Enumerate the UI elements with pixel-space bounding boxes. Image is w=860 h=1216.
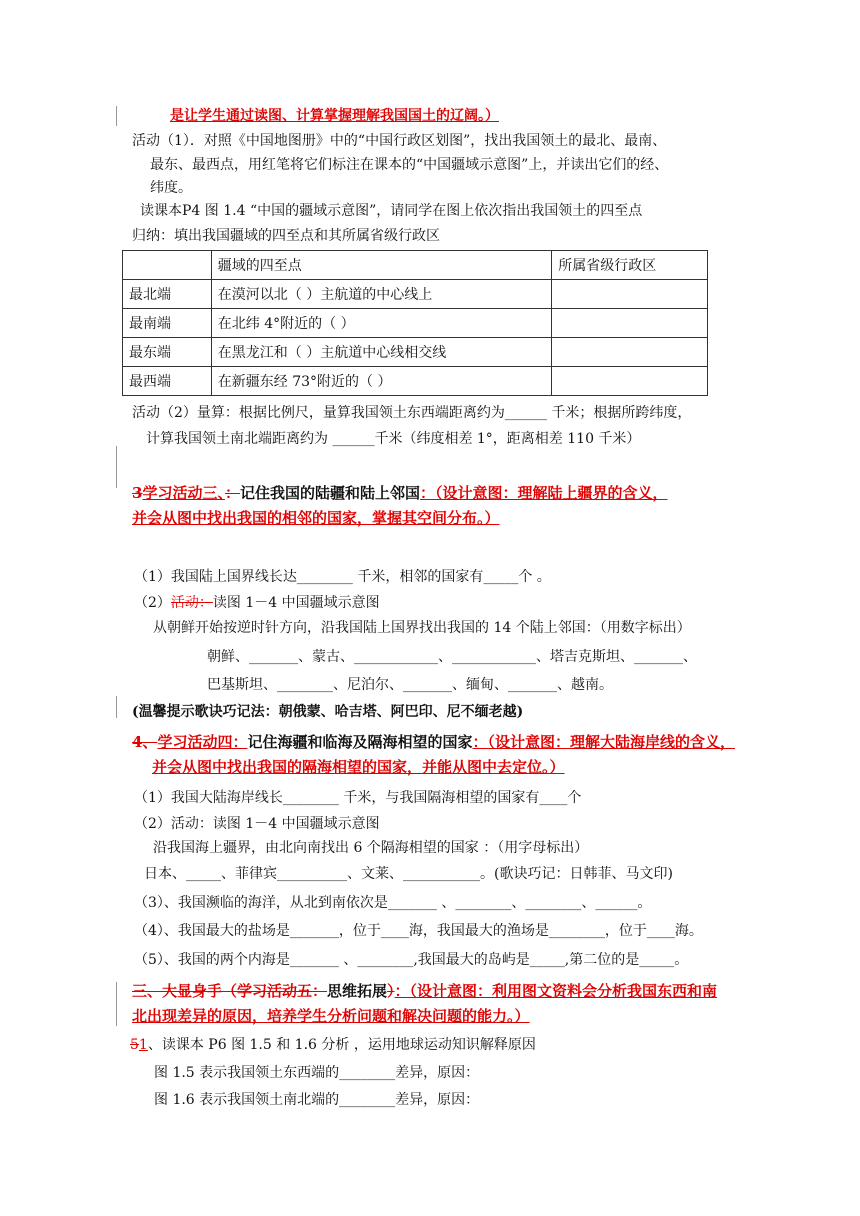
section3-design-line2: 并会从图中找出我国的相邻的国家，掌握其空间分布。）	[132, 509, 500, 527]
item-number-struck: 5	[130, 1037, 139, 1053]
section5-struck2: ）	[387, 982, 395, 1000]
activity2-line2: 计算我国领土南北端距离约为 ______千米（纬度相差 1°，距离相差 110 千米）	[146, 431, 641, 447]
neighbors-line1: 朝鲜、_______、蒙古、____________、____________、塔吉克斯坦、_______、	[207, 649, 697, 665]
table-cell	[552, 280, 708, 309]
table-cell	[552, 309, 708, 338]
territory-extremes-table	[122, 250, 708, 396]
section5-struck: 三、大显身手（学习活动五：	[132, 982, 328, 1000]
read-instruction: 读课本P4 图 1.4 “中国的疆域示意图”，请同学在图上依次指出我国领土的四至点	[140, 203, 643, 219]
table-row	[123, 309, 708, 338]
section3-number-struck: 3	[132, 484, 143, 502]
table-header-cell: 所属省级行政区	[552, 251, 708, 280]
section4-instruction: 沿我国海上疆界，由北向南找出 6 个隔海相望的国家 ：（用字母标出）	[153, 840, 589, 856]
section4-q1: （1）我国大陆海岸线长________ 千米，与我国隔海相望的国家有____个	[134, 790, 582, 806]
change-bar	[116, 696, 117, 718]
section4-q2: （2）活动：读图 1－4 中国疆域示意图	[134, 816, 380, 832]
section4-title-red: 学习活动四：	[157, 733, 248, 751]
section5-heading	[132, 981, 717, 1001]
sea-neighbors-line: 日本、_____、菲律宾__________、文莱、___________。(歌诀巧记：日韩菲、马文印)	[144, 866, 673, 882]
activity1-line2: 最东、最西点，用红笔将它们标注在课本的“中国疆域示意图”上，并读出它们的经、	[150, 157, 669, 173]
section3-q2	[134, 593, 380, 613]
section4-design-line1: ：（设计意图：理解大陆海岸线的含义，	[472, 733, 735, 751]
section4-design-line2: 并会从图中找出我国的隔海相望的国家，并能从图中去定位。）	[152, 758, 565, 776]
table-cell: 最北端	[123, 280, 212, 309]
table-row	[123, 338, 708, 367]
table-cell	[552, 338, 708, 367]
section4-q5: （5）、我国的两个内海是_______ 、________,我国最大的岛屿是_____,第二位的是_____。	[134, 952, 689, 968]
section3-instruction: 从朝鲜开始按逆时针方向，沿我国陆上国界找出我国的 14 个陆上邻国：（用数字标出）	[153, 620, 691, 636]
section4-heading	[132, 732, 735, 752]
section3-colon: ：	[419, 484, 435, 502]
section5-design-line2: 北出现差异的原因，培养学生分析问题和解决问题的能力。）	[132, 1007, 530, 1025]
section4-q4: （4）、我国最大的盐场是_______，位于____海，我国最大的渔场是________，位于____海。	[134, 923, 703, 939]
table-cell: 最西端	[123, 367, 212, 396]
figure15-question: 图 1.5 表示我国领土东西端的________差异，原因：	[154, 1065, 480, 1081]
section3-q1: （1）我国陆上国界线长达________ 千米，相邻的国家有_____个 。	[134, 569, 551, 585]
neighbors-line2: 巴基斯坦、________、尼泊尔、_______、缅甸、_______、越南。	[207, 677, 613, 693]
summary-instruction: 归纳：填出我国疆域的四至点和其所属省级行政区	[132, 228, 440, 244]
q2-prefix: （2）	[134, 595, 171, 611]
activity2-line1: 活动（2）量算：根据比例尺，量算我国领土东西端距离约为______ 千米；根据所跨纬度，	[132, 405, 692, 421]
table-header-row	[123, 251, 708, 280]
table-cell: 在新疆东经 73°附近的（ ）	[211, 367, 551, 396]
section3-design-line1: （设计意图：理解陆上疆界的含义，	[435, 484, 668, 502]
memory-tip: (温馨提示歌诀巧记法：朝俄蒙、哈吉塔、阿巴印、尼不缅老越)	[132, 704, 524, 720]
table-row	[123, 367, 708, 396]
table-cell: 在漠河以北（ ）主航道的中心线上	[211, 280, 551, 309]
table-cell: 在黑龙江和（ ）主航道中心线相交线	[211, 338, 551, 367]
item-number: 1	[138, 1037, 148, 1053]
section4-title: 记住海疆和临海及隔海相望的国家	[247, 733, 473, 751]
section3-struck-mark: ：	[224, 484, 240, 502]
item-text: 、读课本 P6 图 1.5 和 1.6 分析 ，运用地球运动知识解释原因	[147, 1037, 536, 1053]
section3-title: 记住我国的陆疆和陆上邻国	[239, 484, 420, 502]
table-header-cell	[123, 251, 212, 280]
activity1-line3: 纬度。	[150, 180, 192, 196]
table-cell: 在北纬 4°附近的（ ）	[211, 309, 551, 338]
change-bar	[116, 106, 117, 126]
table-row	[123, 280, 708, 309]
figure16-question: 图 1.6 表示我国领土南北端的________差异，原因：	[154, 1092, 480, 1108]
section3-title-red: 学习活动三、	[142, 484, 225, 502]
table-header-cell: 疆域的四至点	[211, 251, 551, 280]
table-cell: 最南端	[123, 309, 212, 338]
q2-rest: 读图 1－4 中国疆域示意图	[212, 595, 380, 611]
q2-struck: 活动：	[170, 595, 213, 611]
section4-number-struck: 4、	[132, 733, 158, 751]
table-cell	[552, 367, 708, 396]
section5-title: 思维拓展	[327, 982, 388, 1000]
section3-heading	[132, 483, 668, 503]
table-cell: 最东端	[123, 338, 212, 367]
section4-q3: （3）、我国濒临的海洋，从北到南依次是_______ 、________、________、______。	[134, 895, 652, 911]
section5-design-line1: ：（设计意图：利用图文资料会分析我国东西和南	[394, 982, 718, 1000]
activity1-line1: 活动（1）．对照《中国地图册》中的“中国行政区划图”，找出我国领土的最北、最南、	[132, 133, 667, 149]
change-bar	[116, 446, 117, 488]
change-bar	[116, 982, 117, 1026]
design-intent-text: 是让学生通过读图、计算掌握理解我国国土的辽阔。）	[170, 108, 499, 124]
section5-item	[130, 1035, 536, 1055]
